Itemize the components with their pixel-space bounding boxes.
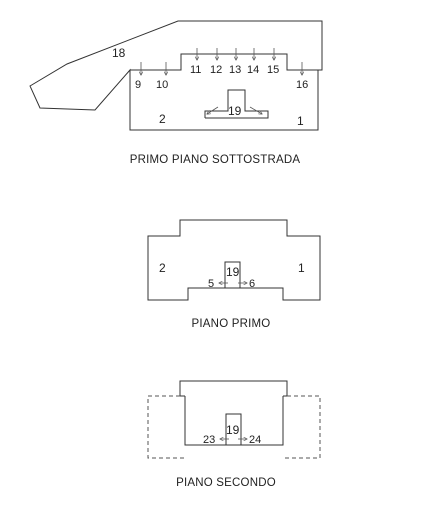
- floor1-label-stair: 19: [228, 104, 242, 118]
- floor3-label-stair: 19: [226, 423, 240, 437]
- floor2-label-stair: 19: [226, 265, 240, 279]
- floor1-label-14: 14: [247, 64, 260, 76]
- floor2-caption: PIANO PRIMO: [191, 318, 271, 330]
- floor1-label-13: 13: [229, 64, 242, 76]
- floor1-caption: PRIMO PIANO SOTTOSTRADA: [129, 154, 301, 166]
- floor3-right-dashed-wing: [283, 396, 320, 458]
- floor3-left-dashed-wing: [148, 396, 185, 458]
- floor1-label-room-1: 1: [297, 114, 304, 128]
- floor1-label-12: 12: [210, 64, 223, 76]
- floor1-label-16: 16: [296, 79, 309, 91]
- floor1-label-15: 15: [267, 64, 280, 76]
- floor3-label-23: 23: [203, 434, 216, 446]
- floor1-main-block: [130, 54, 318, 70]
- floor1-label-11: 11: [190, 64, 202, 76]
- floor2-label-5: 5: [208, 278, 215, 290]
- floor1-label-9: 9: [135, 79, 142, 91]
- floor1-label-wing: 18: [112, 46, 126, 60]
- floor2-label-room-1: 1: [298, 261, 305, 275]
- floor1-label-10: 10: [156, 79, 169, 91]
- floor-primo-piano-sottostrada: [30, 21, 322, 166]
- floor3-caption: PIANO SECONDO: [176, 477, 276, 489]
- floor3-label-24: 24: [249, 434, 262, 446]
- floor-piano-primo: [148, 220, 320, 330]
- floor-piano-secondo: [148, 381, 320, 489]
- floor1-label-room-2: 2: [159, 112, 166, 126]
- floor2-label-room-2: 2: [159, 261, 166, 275]
- floor2-label-6: 6: [249, 278, 256, 290]
